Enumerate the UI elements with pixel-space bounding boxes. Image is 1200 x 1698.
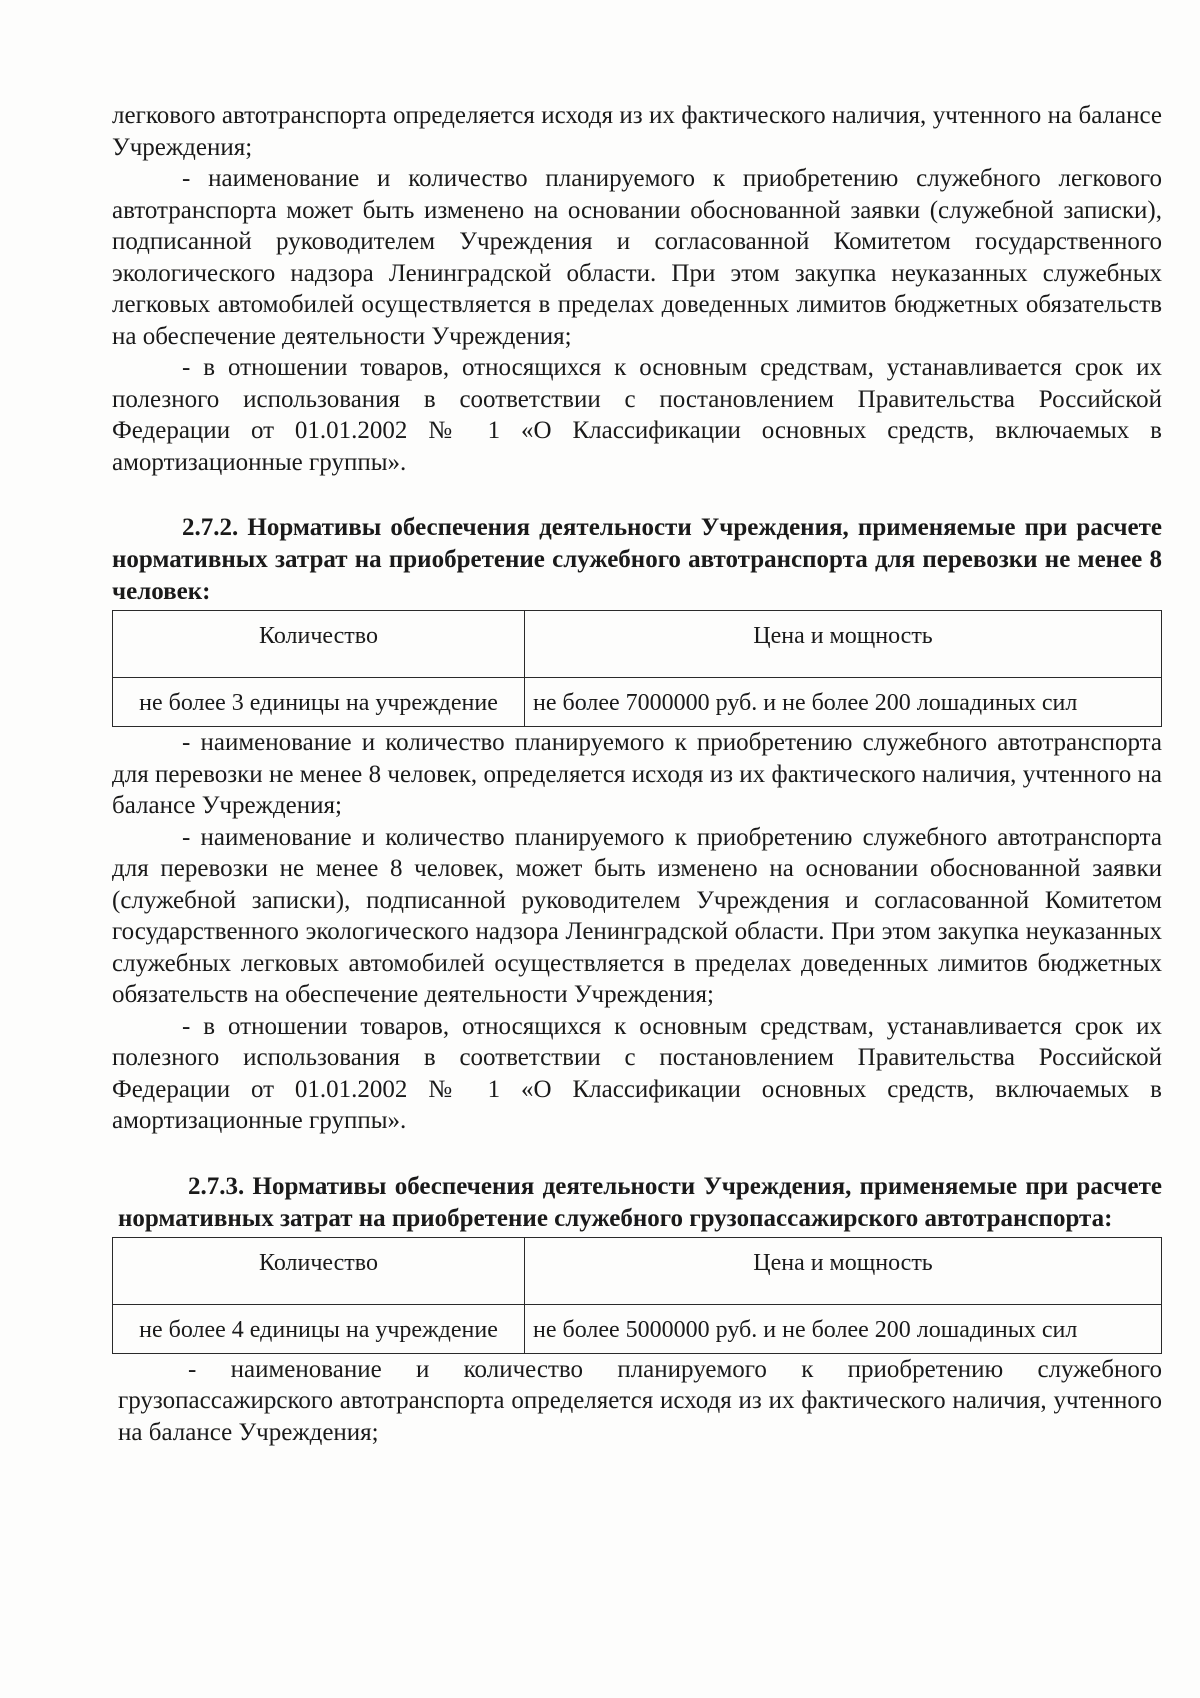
norms-table-2-7-3 xyxy=(112,1237,1162,1354)
table-header-cell: Цена и мощность xyxy=(525,1237,1162,1304)
table-header-cell: Цена и мощность xyxy=(525,611,1162,678)
section-heading-2-7-2: 2.7.2. Нормативы обеспечения деятельности Учреждения, применяемые при расчете нормативных затрат на приобретение служебного автотранспорта для перевозки не менее 8 человек: xyxy=(112,514,1162,605)
paragraph-bullet: - наименование и количество планируемого к приобретению служебного грузопассажирского автотранспорта определяется исходя из их фактического наличия, учтенного на балансе Учреждения; xyxy=(118,1355,1162,1446)
section-heading-2-7-3: 2.7.3. Нормативы обеспечения деятельности Учреждения, применяемые при расчете нормативных затрат на приобретение служебного грузопассажирского автотранспорта: xyxy=(118,1172,1162,1232)
table-cell-price-power: не более 7000000 руб. и не более 200 лошадиных сил xyxy=(525,678,1162,727)
paragraph-bullet: - наименование и количество планируемого к приобретению служебного автотранспорта для перевозки не менее 8 человек, может быть изменено на основании обоснованной заявки (служебной записки), подписанной руководителем Учреждения и согласованной Комитетом государственного экологического надзора Ленинградской области. При этом закупка неуказанных служебных легковых автомобилей осуществляется в пределах доведенных лимитов бюджетных обязательств на обеспечение деятельности Учреждения; xyxy=(112,823,1162,1008)
table-row xyxy=(113,678,1162,727)
paragraph-bullet: - наименование и количество планируемого к приобретению служебного легкового автотранспорта может быть изменено на основании обоснованной заявки (служебной записки), подписанной руководителем Учреждения и согласованной Комитетом государственного экологического надзора Ленинградской области. При этом закупка неуказанных служебных легковых автомобилей осуществляется в пределах доведенных лимитов бюджетных обязательств на обеспечение деятельности Учреждения; xyxy=(112,165,1162,350)
paragraph-bullet: - наименование и количество планируемого к приобретению служебного автотранспорта для перевозки не менее 8 человек, определяется исходя из их фактического наличия, учтенного на балансе Учреждения; xyxy=(112,729,1162,819)
table-header-row xyxy=(113,1237,1162,1304)
norms-table-2-7-2 xyxy=(112,610,1162,727)
table-cell-quantity: не более 3 единицы на учреждение xyxy=(113,678,525,727)
table-header-cell: Количество xyxy=(113,1237,525,1304)
paragraph-continuation: легкового автотранспорта определяется исходя из их фактического наличия, учтенного на балансе Учреждения; xyxy=(112,102,1162,161)
paragraph-bullet: - в отношении товаров, относящихся к основным средствам, устанавливается срок их полезного использования в соответствии с постановлением Правительства Российской Федерации от 01.01.2002 № 1 «О Классификации основных средств, включаемых в амортизационные группы». xyxy=(112,1012,1162,1134)
table-header-row xyxy=(113,611,1162,678)
table-cell-quantity: не более 4 единицы на учреждение xyxy=(113,1304,525,1353)
paragraph-bullet: - в отношении товаров, относящихся к основным средствам, устанавливается срок их полезного использования в соответствии с постановлением Правительства Российской Федерации от 01.01.2002 № 1 «О Классификации основных средств, включаемых в амортизационные группы». xyxy=(112,354,1162,476)
document-body xyxy=(112,100,1162,1448)
table-cell-price-power: не более 5000000 руб. и не более 200 лошадиных сил xyxy=(525,1304,1162,1353)
table-row xyxy=(113,1304,1162,1353)
table-header-cell: Количество xyxy=(113,611,525,678)
